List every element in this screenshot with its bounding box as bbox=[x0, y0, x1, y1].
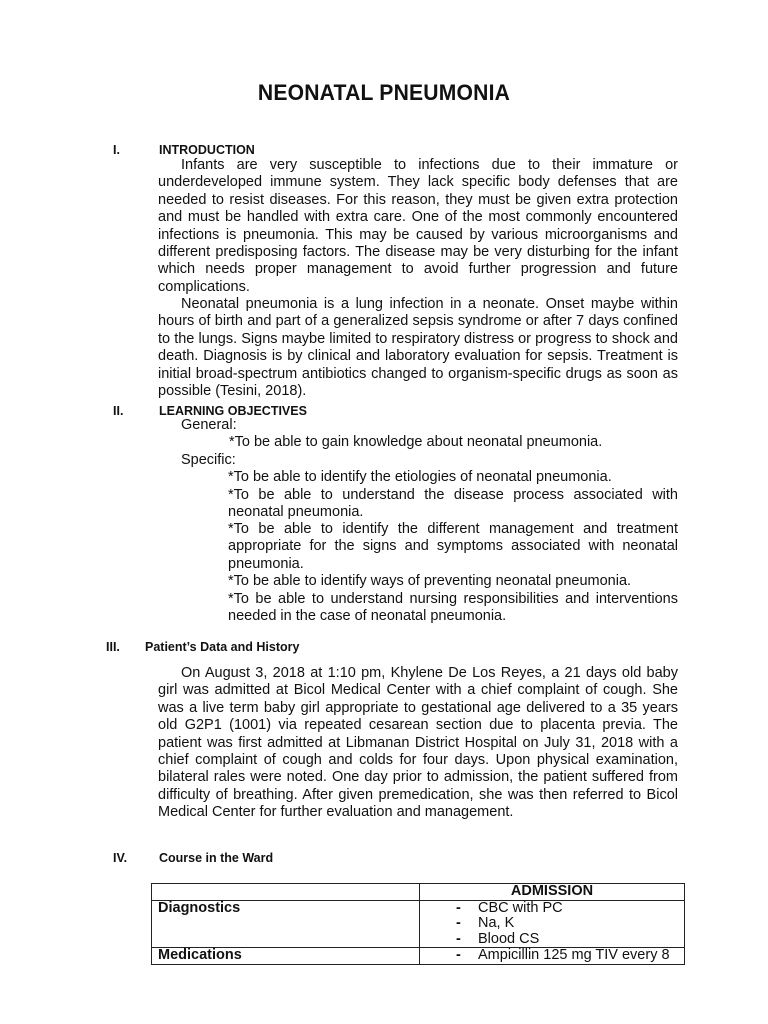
section-number-1: I. bbox=[113, 143, 120, 157]
section-heading-course-in-ward: Course in the Ward bbox=[159, 851, 274, 865]
specific-objective: *To be able to identify ways of preventing neonatal pneumonia. bbox=[228, 573, 632, 589]
section-heading-introduction: INTRODUCTION bbox=[159, 143, 255, 157]
table-row bbox=[152, 900, 685, 948]
intro-paragraph-2: Neonatal pneumonia is a lung infection in a neonate. Onset maybe within hours of birth and part of a generalized sepsis syndrome or after 7 days confined to the lungs. Signs maybe limited to respiratory distress or progress to shock and death. Diagnosis is by clinical and laboratory evaluation for sepsis. Treatment is initial broad-spectrum antibiotics changed to organism-specific drugs as soon as possible (Tesini, 2018). bbox=[158, 296, 678, 400]
section-number-3: III. bbox=[106, 640, 120, 654]
list-item: - Blood CS bbox=[456, 930, 540, 947]
general-objective: *To be able to gain knowledge about neonatal pneumonia. bbox=[229, 434, 603, 450]
specific-objective: *To be able to understand nursing responsibilities and interventions needed in the case of neonatal pneumonia. bbox=[228, 591, 678, 625]
intro-paragraph-1: Infants are very susceptible to infections due to their immature or underdeveloped immune system. They lack specific body defenses that are needed to resist diseases. For this reason, they must be given extra protection and must be handled with extra care. One of the most commonly encountered infections is pneumonia. This may be caused by various microorganisms and different predisposing factors. The disease may be very disturbing for the infant which needs proper management to avoid further progression and future complications. bbox=[158, 157, 678, 295]
list-item: - Ampicillin 125 mg TIV every 8 bbox=[456, 947, 670, 963]
row-label-diagnostics: Diagnostics bbox=[152, 900, 420, 948]
general-label: General: bbox=[181, 417, 237, 433]
course-in-ward-table bbox=[151, 883, 685, 965]
specific-label: Specific: bbox=[181, 452, 236, 468]
section-heading-patient-data: Patient’s Data and History bbox=[145, 640, 300, 654]
specific-objective: *To be able to identify the different management and treatment appropriate for the signs and symptoms associated with neonatal pneumonia. bbox=[228, 521, 678, 572]
table-header-row bbox=[152, 884, 685, 901]
patient-history-paragraph: On August 3, 2018 at 1:10 pm, Khylene De Los Reyes, a 21 days old baby girl was admitted at Bicol Medical Center with a chief complaint of cough. She was a live term baby girl appropriate to gestational age delivered to a 35 years old G2P1 (1001) via repeated cesarean section due to placenta previa. The patient was first admitted at Libmanan District Hospital on July 31, 2018 with a chief complaint of cough and colds for four days. Upon physical examination, bilateral rales were noted. One day prior to admission, the patient suffered from difficulty of breathing. After given premedication, she was then referred to Bicol Medical Center for further evaluation and management. bbox=[158, 665, 678, 821]
specific-objective: *To be able to understand the disease process associated with neonatal pneumonia. bbox=[228, 487, 678, 521]
specific-objective: *To be able to identify the etiologies of neonatal pneumonia. bbox=[228, 469, 612, 485]
admission-column-header: ADMISSION bbox=[420, 884, 685, 901]
table-row bbox=[152, 948, 685, 965]
list-item: - CBC with PC bbox=[456, 899, 563, 916]
table-corner-cell bbox=[152, 884, 420, 901]
section-heading-learning-objectives: LEARNING OBJECTIVES bbox=[159, 404, 307, 418]
row-label-medications: Medications bbox=[152, 948, 420, 965]
medications-cell bbox=[420, 948, 685, 965]
list-item: - Na, K bbox=[456, 915, 515, 931]
section-number-4: IV. bbox=[113, 851, 128, 865]
section-number-2: II. bbox=[113, 404, 124, 418]
document-title: NEONATAL PNEUMONIA bbox=[257, 80, 511, 105]
diagnostics-cell bbox=[420, 900, 685, 948]
